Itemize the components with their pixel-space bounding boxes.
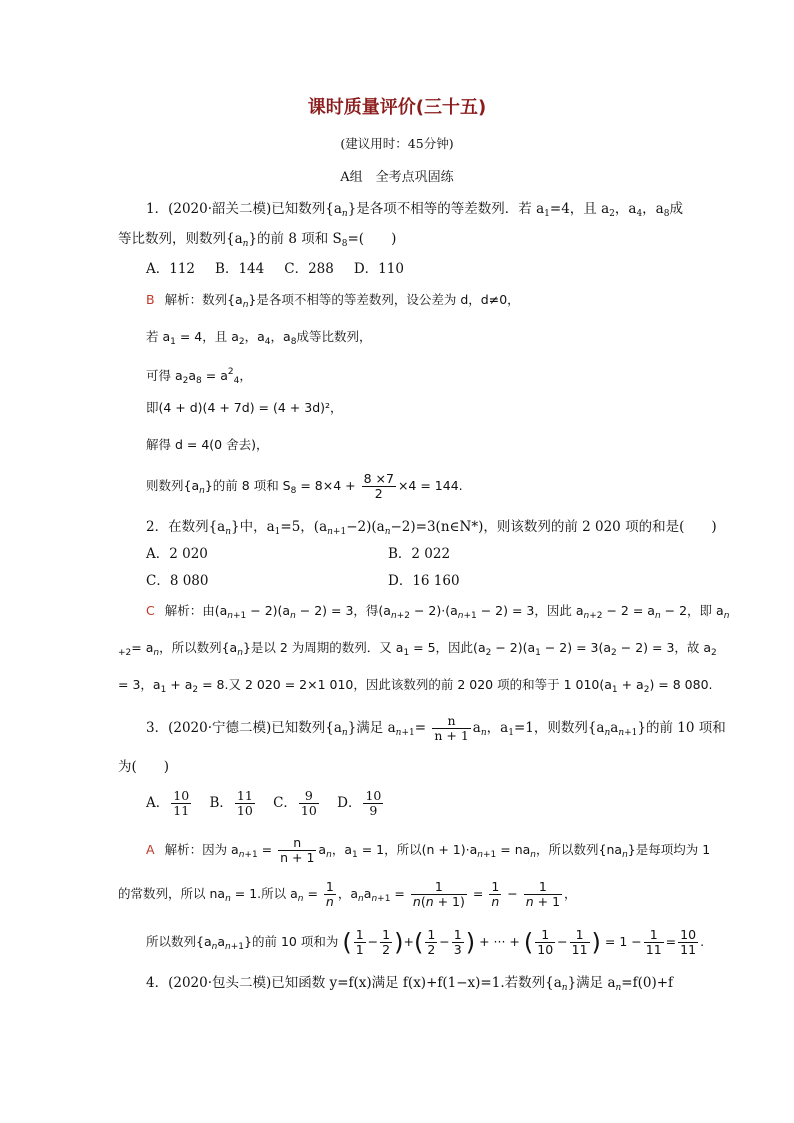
q1-solution-line5: 解得 d = 4(0 舍去)，	[146, 437, 269, 452]
q1-solution-line2: 若 $a_1 = 4$，且 $a_2$，$a_4$，$a_8$成等比数列，	[146, 329, 372, 347]
q1-stem-line1: 1．(2020·韶关二模)已知数列$\{a_n\}$是各项不相等的等差数列．若 $a_1=4$，且 $a_2$，$a_4$，$a_8$成	[146, 201, 683, 219]
q2-solution-line2: $_{+2}= a_n$，所以数列$\{a_n\}$是以 2 为周期的数列．又 $a_1 = 5$，因此$(a_2 - 2)(a_1 - 2) = 3(a_2 - 2) = 3$，故 $a_2$	[118, 640, 717, 658]
page-title: 课时质量评价(三十五)	[307, 97, 487, 118]
q3-solution-line2: 的常数列，所以 $na_n = 1$.所以 $a_n$ = $\frac{1}{n}$ ，$a_na_{n+1}$ = $\frac{1}{n(n + 1)}$ = $\frac{1}{n}$ − $\frac{1}{n + 1}$ ，	[118, 879, 577, 909]
q3-stem-fraction: $\frac{n}{n + 1}$	[434, 713, 469, 743]
q2-option-b: B．2 022	[388, 546, 451, 562]
q1-solution-line1: B 解析：数列$\{a_n\}$是各项不相等的等差数列，设公差为 d，d≠0，	[146, 292, 520, 310]
q1-stem-line2: 等比数列，则数列$\{a_n\}$的前 8 项和 $S_8=$( )	[118, 231, 397, 249]
q1-solution-line3: 可得 $a_2a_8 = a^2_4$，	[146, 367, 252, 386]
q3-solution-line1: A 解析：因为 $a_{n+1}$ = $\frac{n}{n + 1}$ $a_n$，$a_1 = 1$，所以$(n + 1)\cdot a_{n+1} = na_n$，所以数列$\{na_n\}$是每项均为 1	[146, 835, 711, 865]
q3-option-c: C． $\frac{9}{10}$	[273, 788, 317, 818]
q1-solution-line4: 即(4 + d)(4 + 7d) = (4 + 3d)²，	[146, 400, 343, 415]
q2-stem: 2．在数列$\{a_n\}$中，$a_1=5$，$(a_{n+1}-2)(a_n-2)=3(n\in N*)$，则该数列的前 2 020 项的和是( )	[146, 519, 717, 537]
q1-fraction: $\frac{8 \times 7}{2}$	[363, 471, 394, 501]
suggested-time: (建议用时：45分钟)	[340, 136, 454, 151]
q1-options	[146, 259, 404, 279]
q3-answer: A	[146, 842, 155, 857]
q3-option-d: D． $\frac{10}{9}$	[337, 788, 382, 818]
q2-option-d: D．16 160	[388, 573, 460, 589]
q3-option-b: B． $\frac{11}{10}$	[209, 788, 253, 818]
q3-stem-line2: 为( )	[118, 759, 170, 775]
q2-solution-line1: C 解析：由$(a_{n+1} - 2)(a_n - 2) = 3$，得$(a_{n+2} - 2)\cdot(a_{n+1} - 2) = 3$，因此 $a_{n+2} - 2 = a_n - 2$，即 $a_n$	[146, 603, 730, 621]
q1-option-a: A．112	[146, 261, 196, 277]
q1-option-d: D．110	[353, 261, 404, 277]
q1-option-c: C．288	[284, 261, 334, 277]
q1-solution-line6: 则数列$\{a_n\}$的前 8 项和 $S_8 = 8\times 4$ + $\frac{8 \times 7}{2}$ ×4 = 144.	[146, 471, 463, 501]
q3-stem-line1: 3．(2020·宁德二模)已知数列$\{a_n\}$满足 $a_{n+1}=$ $\frac{n}{n + 1}$ $a_n$，$a_1=1$，则数列$\{a_na_{n+1}\}$的前 10 项和	[146, 713, 726, 743]
q1-option-b: B．144	[215, 261, 265, 277]
q1-answer: B	[146, 292, 155, 307]
q2-option-a: A．2 020	[146, 546, 208, 562]
q2-answer: C	[146, 603, 155, 618]
group-heading: A组 全考点巩固练	[340, 170, 454, 185]
q2-solution-line3: = 3，$a_1 + a_2 = 8$.又 2 020 = 2×1 010，因此该数列的前 2 020 项的和等于 1 $010(a_1 + a_2) = 8$ 080.	[118, 677, 713, 695]
q3-options	[146, 789, 385, 818]
q4-stem: 4．(2020·包头二模)已知函数 y=f(x)满足 f(x)+f(1−x)=1.若数列$\{a_n\}$满足 $a_n=f(0)+f$	[146, 975, 674, 993]
q3-option-a: A． $\frac{10}{11}$	[146, 788, 190, 818]
q2-option-c: C．8 080	[146, 573, 209, 589]
q3-solution-line3: 所以数列$\{a_na_{n+1}\}$的前 10 项和为 ( $\frac{1}{1}$ − $\frac{1}{2}$ )+( $\frac{1}{2}$ − $\frac{1}{3}$ ) + ··· + ( $\frac{1}{10}$ − $\frac{1}{11}$ ) = 1 − $\frac{1}{11}$ = $\frac{10}{11}$ .	[146, 927, 705, 957]
